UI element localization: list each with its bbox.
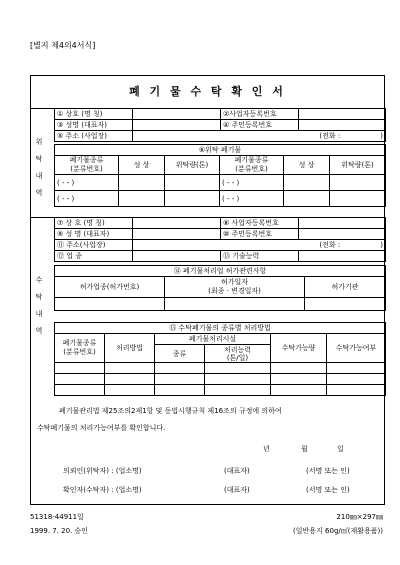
permit-type-cell[interactable] bbox=[55, 298, 165, 311]
trustee-name-field[interactable] bbox=[133, 218, 221, 229]
method-row-cell[interactable] bbox=[327, 374, 386, 385]
possible-header: 수탁가능여부 bbox=[327, 334, 386, 363]
waste-type-header-2: 폐기물종류 (분류번호) bbox=[220, 156, 284, 175]
possible-amount-header: 수탁가능량 bbox=[271, 334, 327, 363]
method-row-cell[interactable] bbox=[55, 385, 105, 396]
trustee-business-field[interactable] bbox=[133, 251, 221, 262]
permit-date-header: 허가일자 (최종 · 변경일자) bbox=[165, 277, 305, 298]
trustee-side-label: 수 탁 내 역 bbox=[35, 276, 43, 335]
waste-code-cell[interactable]: ( - - ) bbox=[55, 191, 119, 207]
consignor-address-field[interactable]: (전화 : ) bbox=[133, 131, 386, 142]
amount-header-2: 위탁량(톤) bbox=[330, 156, 386, 175]
method-waste-header: 폐기물종류 (분류번호) bbox=[55, 334, 105, 363]
property-cell[interactable] bbox=[119, 175, 165, 191]
method-row-cell[interactable] bbox=[271, 363, 327, 374]
date-year: 년 bbox=[263, 445, 270, 453]
method-row-cell[interactable] bbox=[205, 385, 271, 396]
trustee-biz-no-field[interactable] bbox=[299, 218, 386, 229]
date-month: 월 bbox=[301, 445, 308, 453]
consignor-seal[interactable]: (서명 또는 인) bbox=[306, 467, 350, 475]
method-row-cell[interactable] bbox=[271, 385, 327, 396]
consignor-biz-no-field[interactable] bbox=[299, 109, 386, 120]
property-header-2: 성 상 bbox=[284, 156, 330, 175]
capacity-header: 처리능력 (톤/일) bbox=[205, 345, 271, 363]
amount-cell[interactable] bbox=[330, 175, 386, 191]
method-row-cell[interactable] bbox=[155, 374, 205, 385]
consignor-resident-no-field[interactable] bbox=[299, 120, 386, 131]
trustee-resident-no-label: ⑩ 주민등록번호 bbox=[221, 229, 299, 240]
footer-form-code: 51318-44911일 bbox=[30, 513, 84, 521]
waste-code-cell[interactable]: ( - - ) bbox=[220, 175, 284, 191]
method-row-cell[interactable] bbox=[105, 374, 155, 385]
footer-approval-date: 1999. 7. 20. 승인 bbox=[30, 527, 89, 535]
trustee-resident-no-field[interactable] bbox=[299, 229, 386, 240]
method-row-cell[interactable] bbox=[105, 385, 155, 396]
consignor-rep-label: ③ 성명 (대표자) bbox=[55, 120, 133, 131]
method-row-cell[interactable] bbox=[55, 374, 105, 385]
consignor-rep-sign-label: (대표자) bbox=[224, 467, 250, 475]
method-row-cell[interactable] bbox=[327, 385, 386, 396]
amount-header: 위탁량(톤) bbox=[165, 156, 220, 175]
amount-cell[interactable] bbox=[165, 191, 220, 207]
consignor-name-field[interactable] bbox=[133, 109, 221, 120]
method-table bbox=[54, 322, 386, 396]
footer-paper-size: 210㎜×297㎜ bbox=[336, 513, 383, 521]
method-method-header: 처리방법 bbox=[105, 334, 155, 363]
facility-type-header: 종류 bbox=[155, 345, 205, 363]
trustee-business-label: ⑫ 업 종 bbox=[55, 251, 133, 262]
consignor-rep-field[interactable] bbox=[133, 120, 221, 131]
trustee-address-label: ⑪ 주소(사업장) bbox=[55, 240, 133, 251]
method-row-cell[interactable] bbox=[205, 363, 271, 374]
permit-header: ⑭ 폐기물처리업 허가관련사항 bbox=[55, 266, 386, 277]
trustee-technician-label: ⑬ 기술능력 bbox=[221, 251, 299, 262]
property-header: 성 상 bbox=[119, 156, 165, 175]
method-row-cell[interactable] bbox=[155, 363, 205, 374]
property-cell[interactable] bbox=[119, 191, 165, 207]
method-row-cell[interactable] bbox=[155, 385, 205, 396]
trustee-biz-no-label: ⑧ 사업자등록번호 bbox=[221, 218, 299, 229]
consignor-info-table bbox=[54, 108, 386, 142]
consignor-waste-header: ⑥위탁 폐기물 bbox=[55, 145, 386, 156]
trustee-name-label: ⑦ 상 호 (명 칭) bbox=[55, 218, 133, 229]
consignor-side-label: 위 탁 내 역 bbox=[35, 138, 43, 197]
permit-table bbox=[54, 265, 386, 311]
waste-type-header: 폐기물종류 (분류번호) bbox=[55, 156, 119, 175]
waste-code-cell[interactable]: ( - - ) bbox=[220, 191, 284, 207]
trustee-sign-label: 확인자(수탁자) : (업소명) bbox=[63, 486, 142, 494]
consignor-resident-no-label: ④ 주민등록번호 bbox=[221, 120, 299, 131]
form-box bbox=[30, 75, 385, 505]
consignor-waste-table bbox=[54, 144, 386, 207]
date-day: 일 bbox=[337, 445, 344, 453]
consignor-sign-label: 의뢰인(위탁자) : (업소명) bbox=[63, 467, 142, 475]
declaration-line-1: 폐기물관리법 제25조의2제1항 및 동법시행규칙 제16조의 규정에 의하여 bbox=[59, 407, 282, 415]
method-header: ⑮ 수탁폐기물의 종류별 처리방법 bbox=[55, 323, 386, 334]
permit-agency-cell[interactable] bbox=[305, 298, 386, 311]
method-row-cell[interactable] bbox=[205, 374, 271, 385]
trustee-info-table bbox=[54, 217, 386, 262]
form-number: [별지 제4의4서식] bbox=[30, 41, 96, 50]
consignor-biz-no-label: ②사업자등록번호 bbox=[221, 109, 299, 120]
waste-code-cell[interactable]: ( - - ) bbox=[55, 175, 119, 191]
permit-type-header: 허가업종(허가번호) bbox=[55, 277, 165, 298]
trustee-rep-sign-label: (대표자) bbox=[224, 486, 250, 494]
permit-agency-header: 허가기관 bbox=[305, 277, 386, 298]
consignor-name-label: ① 상호 (명 칭) bbox=[55, 109, 133, 120]
method-row-cell[interactable] bbox=[327, 363, 386, 374]
trustee-rep-field[interactable] bbox=[133, 229, 221, 240]
property-cell[interactable] bbox=[284, 175, 330, 191]
trustee-rep-label: ⑨ 성 명 (대표자) bbox=[55, 229, 133, 240]
amount-cell[interactable] bbox=[330, 191, 386, 207]
trustee-technician-field[interactable] bbox=[299, 251, 386, 262]
method-row-cell[interactable] bbox=[105, 363, 155, 374]
property-cell[interactable] bbox=[284, 191, 330, 207]
method-row-cell[interactable] bbox=[271, 374, 327, 385]
form-title: 폐 기 물 수 탁 확 인 서 bbox=[31, 76, 384, 109]
footer-paper-spec: (일반용지 60g/㎡(재활용품)) bbox=[293, 527, 383, 535]
permit-date-cell[interactable] bbox=[165, 298, 305, 311]
method-row-cell[interactable] bbox=[55, 363, 105, 374]
declaration-line-2: 수탁폐기물의 처리가능여부를 확인합니다. bbox=[37, 424, 166, 432]
consignor-address-label: ⑤ 주소 (사업장) bbox=[55, 131, 133, 142]
trustee-seal[interactable]: (서명 또는 인) bbox=[306, 486, 350, 494]
amount-cell[interactable] bbox=[165, 175, 220, 191]
facility-header: 폐기물처리시설 bbox=[155, 334, 271, 345]
trustee-address-field[interactable]: (전화 : ) bbox=[133, 240, 386, 251]
